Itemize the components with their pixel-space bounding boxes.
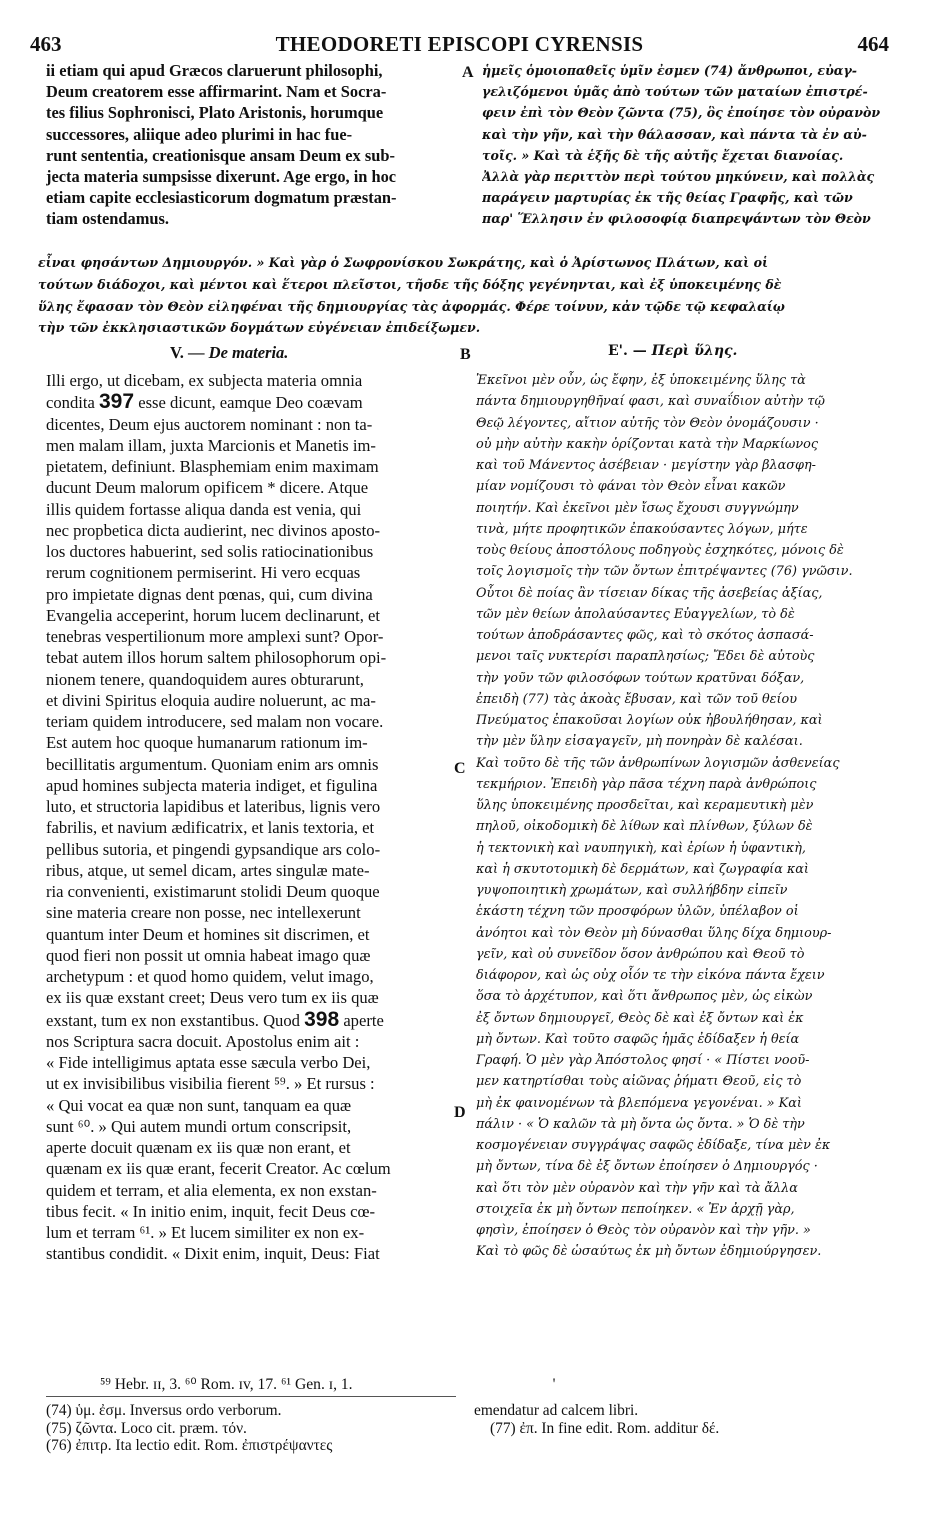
text-line: tibus fecit. « In initio enim, inquit, fecit Deus cœ- (46, 1201, 376, 1221)
text-line: ποιητήν. Καὶ ἐκεῖνοι μὲν ἴσως ἔχουσι συγγνώμην (476, 500, 799, 516)
text-fragment: exstant, tum ex non exstantibus. Quod (46, 1010, 300, 1030)
text-line: γελιζόμενοι ὑμᾶς ἀπὸ τούτων τῶν ματαίων ἐπιστρέ- (482, 84, 868, 100)
text-line: τοὺς θείους ἀποστόλους ποδηγοὺς ἐσχηκότες, μόνοις δὲ (476, 543, 844, 558)
text-line: ὕλης ἔφασαν τὸν Θεὸν εἰληφέναι τῆς δημιουργίας τὰς ἀφορμάς. Φέρε τοίνυν, κἀν τῷδε τῷ κεφαλαίῳ (38, 298, 785, 314)
text-line: illis quidem fortasse aliqua danda est venia, qui (46, 499, 362, 519)
text-line: sunt ⁶⁰. » Qui autem mundi ortum conscripsit, (46, 1116, 352, 1136)
text-line (46, 391, 456, 413)
footnote: (75) ζῶντα. Loco cit. præm. τόν. (46, 1419, 247, 1437)
column-number: 397 (99, 391, 135, 414)
text-line: τινὰ, μήτε προφητικῶν ἐπακούσαντες λόγων, μήτε (476, 521, 808, 537)
text-line: παράγειν μαρτυρίας ἐκ τῆς θείας Γραφῆς, καὶ τῶν (482, 190, 853, 206)
text-line: μὴ ὄντων. Καὶ τοῦτο σαφῶς ἡμᾶς ἐδίδαξεν ἡ θεία (476, 1031, 800, 1047)
text-line: et divini Spiritus eloquia audire noluerunt, ac ma- (46, 690, 376, 710)
text-line: « Fide intelligimus aptata esse sæcula verbo Dei, (46, 1053, 371, 1072)
text-line: Γραφή. Ὁ μὲν γὰρ Ἀπόστολος φησί · « Πίστει νοοῦ- (476, 1053, 810, 1068)
text-line: Deum creatorem esse affirmarint. Nam et Socra- (46, 82, 387, 102)
text-line: τεκμήριον. Ἐπειδὴ γὰρ πᾶσα τέχνη παρὰ ἀνθρώποις (476, 776, 817, 792)
text-line: καὶ ἡ σκυτοτομικὴ δὲ δερμάτων, καὶ ζωγραφία καὶ (476, 861, 809, 877)
text-line: Est autem hoc quoque humanarum rationum im- (46, 733, 368, 753)
text-line: pellibus sutoria, et pingendi gypsandique ars colo- (46, 839, 381, 859)
text-line (46, 1009, 456, 1031)
running-title: THEODORETI EPISCOPI CYRENSIS (275, 32, 644, 56)
text-line: ribus, atque, ut semel dicam, artes singulæ mate- (46, 860, 370, 880)
reference-mark: ' (552, 1376, 556, 1393)
text-fragment: condita (46, 393, 95, 413)
text-fragment: esse dicunt, eamque Deo coævam (138, 393, 363, 413)
footnote: (74) ὑμ. ἐσμ. Inversus ordo verborum. (46, 1402, 282, 1419)
text-line: Καὶ τοῦτο δὲ τῆς τῶν ἀνθρωπίνων λογισμῶν ἀσθενείας (476, 755, 840, 771)
text-line: teriam quidem introducere, sed malam non vocare. (46, 712, 384, 731)
text-line: etiam capite ecclesiasticorum dogmatum præstan- (46, 188, 397, 208)
text-line: πάλιν · « Ὁ καλῶν τὰ μὴ ὄντα ὡς ὄντα. » Ὁ δὲ τὴν (476, 1116, 805, 1132)
text-line: apud homines subjecta materia indiget, et figulina (46, 775, 378, 795)
greek-spanning-paragraph (38, 252, 902, 339)
text-line: ἀνόητοι καὶ τὸν Θεὸν μὴ δύνασθαι ὕλης δίχα δημιουρ- (476, 925, 832, 941)
text-line: παρ' Ἕλλησιν ἐν φιλοσοφίᾳ διαπρεψάντων τὸν Θεὸν (482, 211, 871, 227)
footnotes-left (46, 1402, 466, 1455)
text-line: ii etiam qui apud Græcos claruerunt philosophi, (46, 61, 383, 80)
section-title: De materia. (208, 343, 289, 362)
text-line: stantibus condidit. « Dixit enim, inquit, Deus: Fiat (46, 1244, 380, 1264)
footnote-divider (46, 1396, 456, 1397)
text-fragment: aperte (343, 1010, 384, 1030)
margin-letter-a: A (462, 64, 474, 81)
text-line: φειν ἐπὶ τὸν Θεὸν ζῶντα (75), ὃς ἐποίησε τὸν οὐρανὸν (482, 105, 881, 121)
text-line: στοιχεῖα ἐκ μὴ ὄντων πεποίηκεν. « Ἐν ἀρχῇ γὰρ, (476, 1201, 795, 1217)
margin-letter-c: C (454, 760, 466, 777)
text-line: aperte docuit quænam ex iis quæ non erant, et (46, 1138, 351, 1157)
text-line: ut ex invisibilibus visibilia fierent ⁵⁹. » Et rursus : (46, 1074, 375, 1094)
text-line: τοῖς λογισμοῖς τὴν τῶν ὄντων ἐπιτρέψαντες (76) γνῶσιν. (476, 564, 853, 580)
text-line: εἶναι φησάντων Δημιουργόν. » Καὶ γὰρ ὁ Σωφρονίσκου Σωκράτης, καὶ ὁ Ἀρίστωνος Πλάτων, καὶ οἱ (38, 255, 769, 270)
greek-section-heading (608, 343, 737, 359)
text-line: « Qui vocat ea quæ non sunt, tanquam ea quæ (46, 1095, 352, 1115)
greek-intro-column (482, 60, 902, 230)
text-line: φησὶν, ἐποίησεν ὁ Θεὸς τὸν οὐρανὸν καὶ τὴν γῆν. » (476, 1223, 811, 1238)
text-line: καὶ τὴν γῆν, καὶ τὴν θάλασσαν, καὶ πάντα τὰ ἐν αὐ- (482, 126, 867, 142)
text-line: Ἀλλὰ γὰρ περιττὸν περὶ τούτου μηκύνειν, καὶ πολλὰς (482, 169, 875, 185)
text-line: μὴ ἐκ φαινομένων τὰ βλεπόμενα γεγονέναι. » Καὶ (476, 1095, 802, 1111)
text-line: καὶ τοῦ Μάνεντος ἀσέβειαν · μεγίστην γὰρ βλασφη- (476, 458, 816, 473)
text-line: ἐξ ὄντων δημιουργεῖ, Θεὸς δὲ καὶ ἐξ ὄντων καὶ ἐκ (476, 1010, 804, 1026)
text-line: quidem et terram, et alia elementa, ex non exstan- (46, 1180, 377, 1200)
section-number: Ε'. — (608, 343, 652, 359)
text-line: Πνεύματος ἐπακοῦσαι λογίων οὐκ ἠβουλήθησαν, καὶ (476, 713, 823, 728)
text-line: pro impietate dignas dent pœnas, qui, cum divina (46, 584, 373, 604)
text-line: Θεῷ λέγοντες, αἴτιον αὐτῆς τὸν Θεὸν ὀνομάζουσιν · (476, 415, 819, 431)
margin-letter-b: B (460, 346, 471, 363)
section-title: Περὶ ὕλης. (651, 343, 738, 359)
running-header (30, 32, 889, 62)
footnote: (77) ἐπ. In fine edit. Rom. additur δέ. (490, 1419, 720, 1437)
text-line: sine materia creare non posse, nec intellexerunt (46, 903, 361, 923)
text-line: μίαν νομίζουσι τὸ φάναι τὸν Θεὸν εἶναι κακῶν (476, 479, 786, 495)
text-line: ex iis quæ exstant creet; Deus vero tum ex iis quæ (46, 988, 379, 1008)
text-line: ducunt Deum malorum opificem * dicere. Atque (46, 478, 369, 498)
text-line: luto, et structoria lapidibus et lateribus, lignis vero (46, 797, 381, 816)
text-line: τὴν μὲν ὕλην εἰσαγαγεῖν, μὴ πονηρὰν δὲ καλέσαι. (476, 734, 803, 750)
text-line: men malam illam, juxta Marcionis et Manetis im- (46, 435, 376, 455)
text-line: καὶ ὅτι τὸν μὲν οὐρανὸν καὶ τὴν γῆν καὶ τὰ ἄλλα (476, 1180, 798, 1196)
latin-intro-column (46, 60, 456, 230)
text-line: τούτων ἀποδράσαντες φῶς, καὶ τὸ σκότος ἀσπασά- (476, 628, 814, 643)
text-line: jecta materia sumpsisse dixerunt. Age ergo, in hoc (46, 167, 397, 187)
text-line: Ἐκεῖνοι μὲν οὖν, ὡς ἔφην, ἐξ ὑποκειμένης ὕλης τὰ (476, 373, 806, 388)
margin-letter-d: D (454, 1104, 466, 1121)
text-line: γεῖν, καὶ οὐ συνεῖδον ὅσον ἀνθρώπου καὶ Θεοῦ τὸ (476, 946, 805, 962)
footnotes-right (474, 1402, 904, 1437)
greek-main-column (476, 370, 902, 1263)
text-line: nos Scriptura sacra docuit. Apostolus enim ait : (46, 1031, 360, 1051)
text-line: Illi ergo, ut dicebam, ex subjecta materia omnia (46, 371, 363, 390)
text-line: tiam ostendamus. (46, 209, 169, 229)
text-line: nionem tenere, quandoquidem aures obturarunt, (46, 669, 364, 689)
text-line: τοῖς. » Καὶ τὰ ἑξῆς δὲ τῆς αὐτῆς ἔχεται διανοίας. (482, 147, 844, 163)
text-line: μὴ ὄντων, τίνα δὲ ἐξ ὄντων ἐποίησεν ὁ Δημιουργός · (476, 1159, 818, 1175)
text-line: quod fieri non possit ut omnia habeat imago quæ (46, 945, 371, 965)
left-page-number: 463 (30, 32, 62, 56)
text-line: Καὶ τὸ φῶς δὲ ὡσαύτως ἐκ μὴ ὄντων ἐδημιούργησεν. (476, 1244, 822, 1260)
latin-main-column (46, 370, 456, 1265)
text-line: fabrilis, et navium ædificatrix, et lanis textoria, et (46, 818, 375, 838)
text-line: lum et terram ⁶¹. » Et lucem similiter ex non ex- (46, 1223, 365, 1242)
text-line: οὐ μὴν αὐτὴν κακὴν ὁρίζονται κατὰ τὴν Μαρκίωνος (476, 436, 818, 452)
text-line: runt sententia, creationisque ansam Deum ex sub- (46, 145, 395, 165)
text-line: nec propbetica dicta audierint, nec divinos aposto- (46, 520, 381, 540)
text-line: Evangelia acceperint, horum lucem declinarunt, et (46, 605, 381, 625)
text-line: successores, aliique adeo plurimi in hac fue- (46, 124, 353, 144)
text-line: τὴν τῶν ἐκκλησιαστικῶν δογμάτων εὐγένειαν ἐπιδείξωμεν. (38, 320, 481, 336)
text-line: τὴν γοῦν τῶν φιλοσόφων τούτων κρατῦναι δόξαν, (476, 670, 805, 686)
text-line: tenebras vespertilionum more amplexi sunt? Opor- (46, 627, 384, 646)
section-number: V. — (170, 343, 209, 362)
text-line: ἡ τεκτονικὴ καὶ ναυπηγικὴ, καὶ ἐρίων ἡ ὑφαντικὴ, (476, 840, 806, 856)
text-line: Οὗτοι δὲ ποίας ἂν τίσειαν δίκας τῆς ἀσεβείας ἀξίας, (476, 585, 823, 601)
text-line: μενοι ταῖς νυκτερίσι παραπλησίως; Ἔδει δὲ αὐτοὺς (476, 649, 815, 665)
text-line: πηλοῦ, οἰκοδομικὴ δὲ λίθων καὶ πλίνθων, ξύλων δὲ (476, 819, 813, 835)
latin-section-heading (170, 343, 288, 363)
footnote: (76) ἐπιτρ. Ita lectio edit. Rom. ἐπιστρέψαντες (46, 1437, 333, 1454)
text-line: διάφορον, καὶ ὡς οὐχ οἷόν τε τὴν εἰκόνα πάντα ἔχειν (476, 968, 825, 983)
text-line: quantum inter Deum et homines sit discrimen, et (46, 924, 370, 944)
text-line: ὕλης ὑποκειμένης προσδεῖται, καὶ κεραμευτικὴ μὲν (476, 798, 814, 813)
text-line: pietatem, definiunt. Blasphemiam enim maximam (46, 457, 379, 476)
text-line: ria convenienti, existimarunt stolidi Deum quoque (46, 882, 380, 901)
text-line: γυψοποιητικὴ χρωμάτων, καὶ συλλήβδην εἰπεῖν (476, 883, 788, 898)
column-number: 398 (304, 1008, 340, 1031)
text-line: quænam ex iis quæ erant, fecerit Creator. Ac cœlum (46, 1159, 391, 1179)
text-line: ἑκάστη τέχνη τῶν προσφόρων ὑλῶν, ὑπέλαβον οἱ (476, 904, 799, 920)
text-line: tes filius Sophronisci, Plato Aristonis, horumque (46, 103, 384, 123)
text-line: τῶν μὲν θείων ἀπολαύσαντες Εὐαγγελίων, τὸ δὲ (476, 606, 795, 622)
text-line: los ductores habuerint, sed solis ratiocinationibus (46, 542, 374, 561)
text-line: μεν κατηρτίσθαι τοὺς αἰῶνας ῥήματι Θεοῦ, εἰς τὸ (476, 1074, 802, 1090)
reference-text: ⁵⁹ Hebr. ɪɪ, 3. ⁶⁰ Rom. ɪv, 17. ⁶¹ Gen. ɪ, 1. (100, 1376, 353, 1393)
right-page-number: 464 (857, 32, 889, 56)
text-line: ἡμεῖς ὁμοιοπαθεῖς ὑμῖν ἐσμεν (74) ἄνθρωποι, εὐαγ- (482, 63, 858, 78)
text-line: becillitatis argumentum. Quoniam enim ars omnis (46, 754, 379, 774)
text-line: rerum cognitionem permiserint. Hi vero ecquas (46, 563, 361, 583)
footnote: emendatur ad calcem libri. (474, 1402, 639, 1419)
text-line: ὅσα τὸ ἀρχέτυπον, καὶ ὅτι ἄνθρωπος μὲν, ὡς εἰκὼν (476, 989, 813, 1005)
text-line: dicentes, Deum ejus auctorem nominant : non ta- (46, 414, 373, 434)
text-line: κοσμογένειαν συγγράψας σαφῶς ἐδίδαξε, τίνα μὲν ἐκ (476, 1138, 831, 1153)
text-line: πάντα δημιουργηθῆναί φασι, καὶ συναΐδιον αὐτὴν τῷ (476, 394, 825, 410)
text-line: τούτων διάδοχοι, καὶ μέντοι καὶ ἕτεροι πλεῖστοι, τῆσδε τῆς δόξης γεγένηνται, καὶ ἐξ ὑποκειμένης δὲ (38, 276, 782, 292)
text-line: tebat autem illos horum saltem philosophorum opi- (46, 648, 387, 668)
biblical-references (100, 1375, 555, 1394)
text-line: archetypum : et quod homo quidem, velut imago, (46, 967, 374, 986)
text-line: ἐπειδὴ (77) τὰς ἀκοὰς ἔβυσαν, καὶ τῶν τοῦ θείου (476, 691, 798, 707)
